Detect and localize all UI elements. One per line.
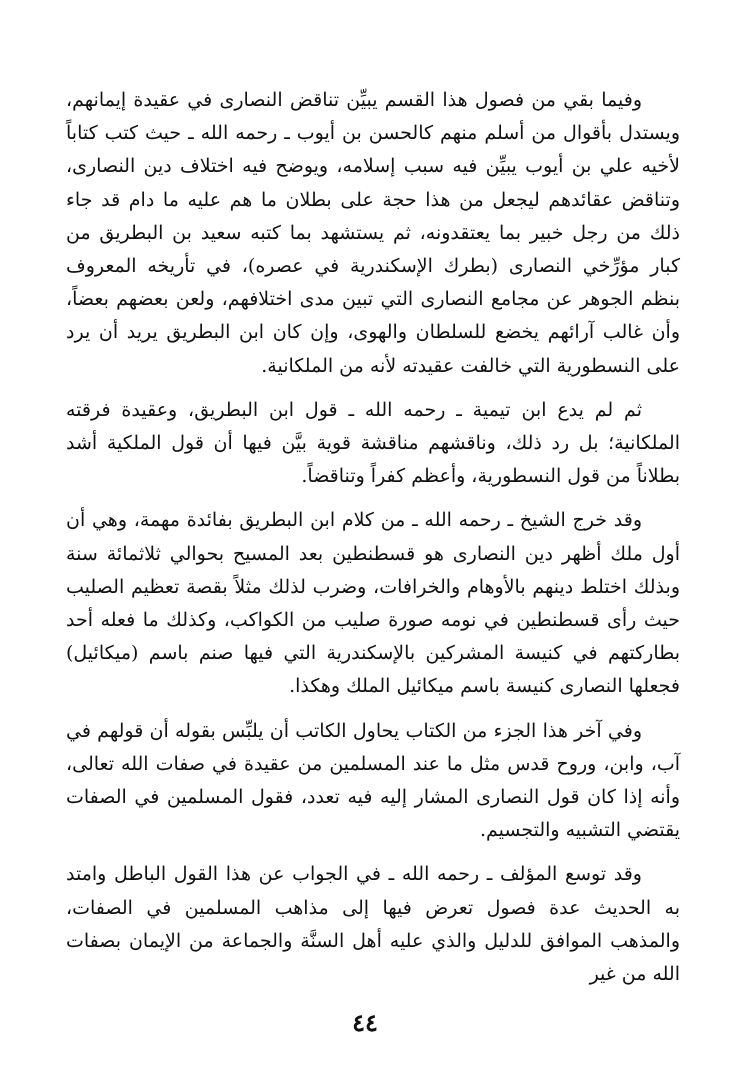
paragraph-2: ثم لم يدع ابن تيمية ـ رحمه الله ـ قول ابن البطريق، وعقيدة فرقته الملكانية؛ بل رد ذلك، وناقشهم مناقشة قوية بيَّن فيها أن قول الملكية أشد بطلاناً من قول النسطورية، وأعظم كفراً وتناقضاً. — [66, 398, 680, 488]
paragraph-4: وفي آخر هذا الجزء من الكتاب يحاول الكاتب أن يلبِّس بقوله أن قولهم في آب، وابن، وروح قدس مثل ما عند المسلمين من عقيدة في صفات الله تعالى، وأنه إذا كان قول النصارى المشار إليه فيه تعدد، فقول المسلمين في الصفات يقتضي التشبيه والتجسيم. — [66, 719, 680, 842]
paragraph-1: وفيما بقي من فصول هذا القسم يبيِّن تناقض النصارى في عقيدة إيمانهم، ويستدل بأقوال من أسلم منهم كالحسن بن أيوب ـ رحمه الله ـ حيث كتب كتاباً لأخيه علي بن أيوب يبيِّن فيه سبب إسلامه، ويوضح فيه اختلاف دين النصارى، وتناقض عقائدهم ليجعل من هذا حجة على بطلان ما هم عليه ما دام قد جاء ذلك من رجل خبير بما يعتقدونه، ثم يستشهد بما كتبه سعيد بن البطريق من كبار مؤرِّخي النصارى (بطرك الإسكندرية في عصره)، في تأريخه المعروف بنظم الجوهر عن مجامع النصارى التي تبين مدى اختلافهم، ولعن بعضهم بعضاً، وأن غالب آرائهم يخضع للسلطان والهوى، وإن كان ابن البطريق يريد أن يرد على النسطورية التي خالفت عقيدته لأنه من الملكانية. — [66, 89, 680, 377]
paragraph-5: وقد توسع المؤلف ـ رحمه الله ـ في الجواب عن هذا القول الباطل وامتد به الحديث عدة فصول تعرض فيها إلى مذاهب المسلمين في الصفات، والمذهب الموافق للدليل والذي عليه أهل السنَّة والجماعة من الإيمان بصفات الله من غير — [66, 863, 680, 986]
paragraph-3: وقد خرج الشيخ ـ رحمه الله ـ من كلام ابن البطريق بفائدة مهمة، وهي أن أول ملك أظهر دين النصارى هو قسطنطين بعد المسيح بحوالي ثلاثمائة سنة وبذلك اختلط دينهم بالأوهام والخرافات، وضرب لذلك مثلاً بقصة تعظيم الصليب حيث رأى قسطنطين في نومه صورة صليب من الكواكب، وكذلك ما فعله أحد بطارك‍تهم في كنيسة المشركين بالإسكندرية التي فيها صنم باسم (ميكائيل) فجعلها النصارى كنيسة باسم ميكائيل الملك وهكذا. — [66, 509, 680, 698]
body-text — [66, 84, 680, 1002]
page-number: ٤٤ — [352, 1008, 378, 1037]
